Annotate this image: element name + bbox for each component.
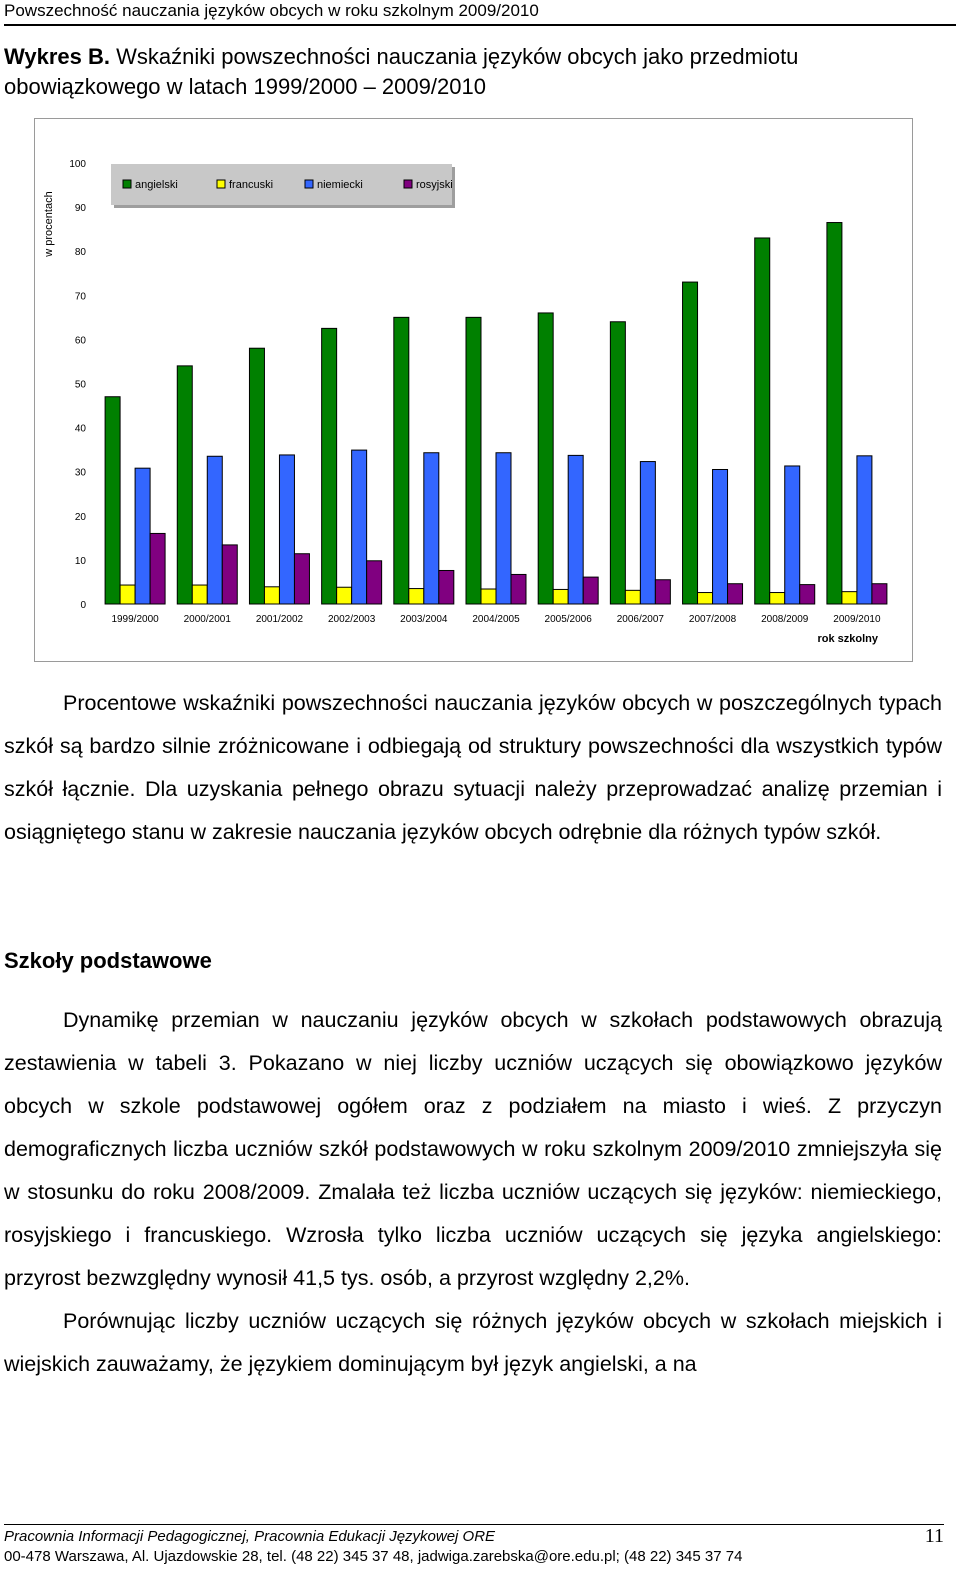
- legend-label-angielski: angielski: [135, 179, 178, 191]
- bar-niemiecki: [857, 456, 872, 604]
- y-tick-label: 80: [74, 247, 86, 259]
- bar-angielski: [394, 317, 409, 604]
- figure-caption: Wskaźniki powszechności nauczania języków obcych jako przedmiotu obowiązkowego w latach 1999/2000 – 2009/2010: [4, 44, 799, 99]
- figure-title: [4, 42, 950, 102]
- x-tick-label: 2003/2004: [400, 614, 448, 625]
- page-footer: [4, 1524, 944, 1567]
- legend-label-niemiecki: niemiecki: [317, 179, 363, 191]
- paragraph-1: Procentowe wskaźniki powszechności nauczania języków obcych w poszczególnych typach szkół są bardzo silnie zróżnicowane i odbiegają od struktury powszechności dla wszystkich typów szkół łącznie. Dla uzyskania pełnego obrazu sytuacji należy przeprowadzać analizę przemian i osiągniętego stanu w zakresie nauczania języków obcych odrębnie dla różnych typów szkół.: [4, 691, 942, 844]
- bar-angielski: [177, 366, 192, 604]
- bar-rosyjski: [294, 554, 309, 604]
- page-number: 11: [924, 1525, 944, 1547]
- bar-francuski: [264, 587, 279, 604]
- x-tick-label: 2008/2009: [761, 614, 809, 625]
- running-header: [4, 0, 956, 26]
- bar-francuski: [481, 589, 496, 604]
- paragraph-2-block: [4, 999, 942, 1386]
- x-tick-label: 2001/2002: [255, 614, 304, 625]
- y-tick-label: 100: [69, 159, 86, 170]
- x-tick-label: 2006/2007: [616, 614, 665, 625]
- y-tick-label: 0: [80, 600, 86, 611]
- bar-francuski: [409, 589, 424, 604]
- bar-niemiecki: [352, 450, 367, 604]
- y-tick-label: 20: [74, 511, 86, 523]
- bar-rosyjski: [511, 574, 526, 604]
- bar-angielski: [105, 397, 120, 604]
- running-title: Powszechność nauczania języków obcych w roku szkolnym 2009/2010: [4, 1, 539, 20]
- chart-frame: [34, 118, 913, 662]
- footer-institution: Pracownia Informacji Pedagogicznej, Pracownia Edukacji Językowej ORE: [4, 1528, 496, 1545]
- bar-rosyjski: [800, 585, 815, 604]
- bar-niemiecki: [135, 468, 150, 604]
- footer-address: 00-478 Warszawa, Al. Ujazdowskie 28, tel. (48 22) 345 37 48, jadwiga.zarebska@ore.edu.pl; (48 22) 345 37 74: [4, 1548, 743, 1565]
- bar-francuski: [625, 590, 640, 604]
- x-tick-label: 2009/2010: [833, 614, 881, 625]
- bar-francuski: [120, 585, 135, 604]
- bar-niemiecki: [424, 453, 439, 604]
- legend-swatch-francuski: [217, 180, 225, 188]
- bar-francuski: [842, 592, 857, 604]
- x-tick-label: 2007/2008: [688, 614, 737, 625]
- y-tick-label: 10: [74, 555, 86, 567]
- x-tick-label: 2005/2006: [544, 614, 592, 625]
- paragraph-3: Porównując liczby uczniów uczących się różnych języków obcych w szkołach miejskich i wiejskich zauważamy, że językiem dominującym był język angielski, a na: [4, 1309, 942, 1376]
- bar-rosyjski: [583, 577, 598, 604]
- bar-francuski: [553, 589, 568, 604]
- bar-niemiecki: [640, 462, 655, 604]
- legend-label-rosyjski: rosyjski: [416, 179, 453, 191]
- bar-francuski: [192, 585, 207, 604]
- x-axis-label: rok szkolny: [817, 633, 878, 645]
- y-tick-label: 50: [74, 379, 86, 391]
- y-tick-label: 90: [74, 203, 86, 215]
- bar-rosyjski: [150, 533, 165, 604]
- bar-rosyjski: [222, 545, 237, 604]
- bar-angielski: [538, 313, 553, 604]
- paragraph-1-block: [4, 682, 942, 854]
- y-tick-label: 70: [74, 291, 86, 303]
- bar-niemiecki: [279, 455, 294, 604]
- bar-chart: [35, 119, 912, 661]
- legend-swatch-angielski: [123, 180, 131, 188]
- bar-niemiecki: [496, 453, 511, 604]
- bar-angielski: [683, 282, 698, 604]
- y-tick-label: 30: [74, 467, 86, 479]
- x-tick-label: 2000/2001: [183, 614, 231, 625]
- bar-rosyjski: [367, 561, 382, 604]
- bar-angielski: [322, 328, 337, 604]
- x-tick-label: 2002/2003: [327, 614, 376, 625]
- bar-angielski: [466, 317, 481, 604]
- section-heading: Szkoły podstawowe: [4, 948, 212, 973]
- bar-francuski: [337, 587, 352, 604]
- bar-francuski: [698, 593, 713, 604]
- bar-niemiecki: [568, 455, 583, 604]
- x-tick-label: 2004/2005: [472, 614, 520, 625]
- bar-niemiecki: [207, 456, 222, 604]
- bar-angielski: [827, 223, 842, 604]
- legend-swatch-niemiecki: [305, 180, 313, 188]
- y-axis-label: w procentach: [43, 191, 55, 257]
- bar-niemiecki: [785, 466, 800, 604]
- legend-label-francuski: francuski: [229, 179, 274, 191]
- bar-francuski: [770, 593, 785, 604]
- paragraph-2: Dynamikę przemian w nauczaniu języków obcych w szkołach podstawowych obrazują zestawienia w tabeli 3. Pokazano w niej liczby uczniów uczących się obowiązkowo języków obcych w szkole podstawowej ogółem oraz z podziałem na miasto i wieś. Z przyczyn demograficznych liczba uczniów szkół podstawowych w roku szkolnym 2009/2010 zmniejszyła się w stosunku do roku 2008/2009. Zmalała też liczba uczniów uczących się języków: niemieckiego, rosyjskiego i francuskiego. Wzrosła tylko liczba uczniów uczących się języka angielskiego: przyrost bezwzględny wynosił 41,5 tys. osób, a przyrost względny 2,2%.: [4, 1008, 942, 1290]
- bar-angielski: [755, 238, 770, 604]
- x-tick-label: 1999/2000: [111, 614, 159, 625]
- y-tick-label: 40: [74, 423, 86, 435]
- bar-angielski: [610, 322, 625, 604]
- bar-angielski: [249, 348, 264, 604]
- bar-rosyjski: [872, 584, 887, 604]
- bar-rosyjski: [655, 580, 670, 604]
- bar-rosyjski: [439, 570, 454, 604]
- bar-rosyjski: [728, 584, 743, 604]
- figure-label: Wykres B.: [4, 44, 110, 69]
- bar-niemiecki: [713, 469, 728, 604]
- y-tick-label: 60: [74, 335, 86, 347]
- legend-swatch-rosyjski: [404, 180, 412, 188]
